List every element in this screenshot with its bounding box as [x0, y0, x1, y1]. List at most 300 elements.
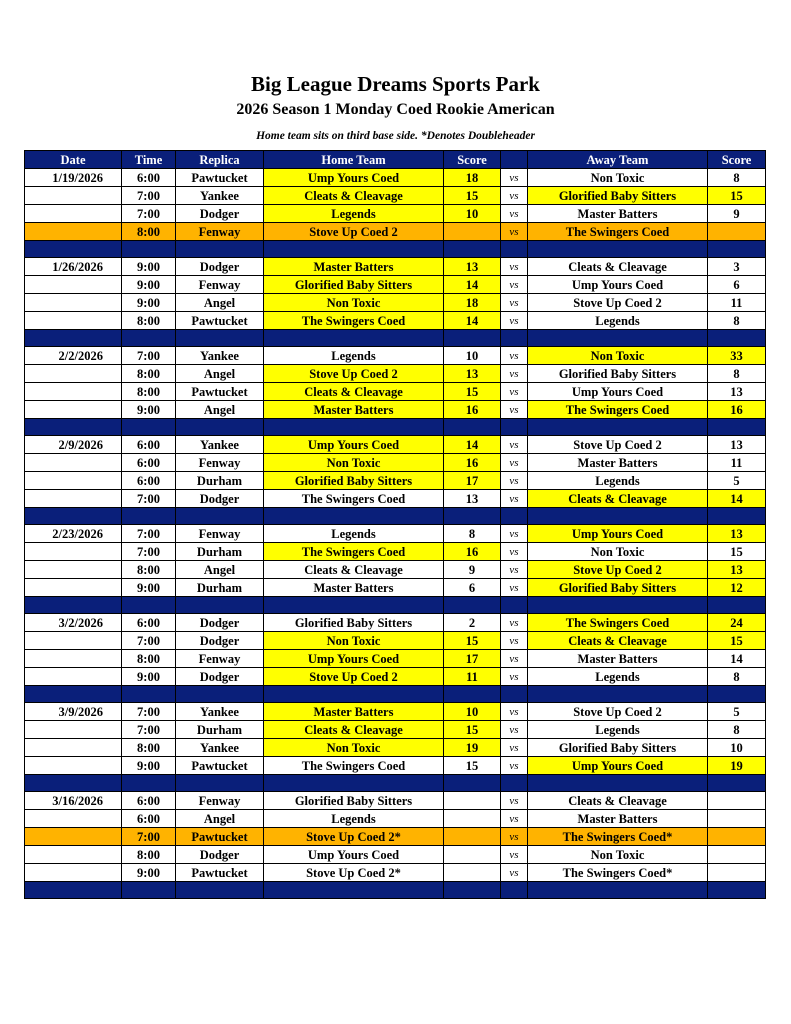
game-time: 9:00 [122, 258, 176, 276]
home-score: 15 [444, 383, 501, 401]
vs-label: vs [501, 668, 528, 686]
away-score: 13 [708, 383, 766, 401]
game-date: 2/23/2026 [25, 525, 122, 543]
home-score: 10 [444, 205, 501, 223]
home-team: Legends [264, 347, 444, 365]
vs-label: vs [501, 846, 528, 864]
header-time: Time [122, 151, 176, 169]
game-row [25, 258, 766, 276]
home-score: 2 [444, 614, 501, 632]
game-date [25, 739, 122, 757]
home-team: Non Toxic [264, 294, 444, 312]
vs-label: vs [501, 543, 528, 561]
game-row [25, 543, 766, 561]
separator-cell [501, 597, 528, 614]
game-time: 7:00 [122, 525, 176, 543]
separator-cell [25, 241, 122, 258]
week-separator [25, 330, 766, 347]
game-replica: Dodger [176, 668, 264, 686]
game-date [25, 383, 122, 401]
home-team: The Swingers Coed [264, 543, 444, 561]
game-time: 6:00 [122, 436, 176, 454]
separator-cell [444, 330, 501, 347]
game-date [25, 276, 122, 294]
separator-cell [264, 882, 444, 899]
vs-label: vs [501, 757, 528, 775]
away-score: 33 [708, 347, 766, 365]
home-team: Cleats & Cleavage [264, 383, 444, 401]
game-row [25, 632, 766, 650]
week-separator [25, 775, 766, 792]
game-replica: Angel [176, 401, 264, 419]
separator-cell [444, 686, 501, 703]
separator-cell [264, 241, 444, 258]
game-replica: Yankee [176, 436, 264, 454]
game-row [25, 561, 766, 579]
separator-cell [501, 775, 528, 792]
separator-cell [708, 597, 766, 614]
game-time: 6:00 [122, 810, 176, 828]
game-replica: Yankee [176, 347, 264, 365]
home-score: 11 [444, 668, 501, 686]
week-separator [25, 419, 766, 436]
game-date [25, 294, 122, 312]
game-row [25, 276, 766, 294]
away-team: Legends [528, 721, 708, 739]
home-score: 17 [444, 472, 501, 490]
game-row [25, 312, 766, 330]
game-replica: Angel [176, 561, 264, 579]
away-team: Ump Yours Coed [528, 525, 708, 543]
away-team: Non Toxic [528, 543, 708, 561]
home-score: 8 [444, 525, 501, 543]
game-time: 7:00 [122, 205, 176, 223]
away-team: Stove Up Coed 2 [528, 436, 708, 454]
away-score: 9 [708, 205, 766, 223]
away-score: 10 [708, 739, 766, 757]
vs-label: vs [501, 169, 528, 187]
game-time: 8:00 [122, 223, 176, 241]
game-date [25, 632, 122, 650]
game-row [25, 472, 766, 490]
separator-cell [176, 508, 264, 525]
separator-cell [25, 882, 122, 899]
vs-label: vs [501, 632, 528, 650]
home-team: The Swingers Coed [264, 757, 444, 775]
away-team: Stove Up Coed 2 [528, 703, 708, 721]
away-score: 8 [708, 668, 766, 686]
header-row [25, 151, 766, 169]
vs-label: vs [501, 454, 528, 472]
game-date [25, 205, 122, 223]
home-score: 16 [444, 454, 501, 472]
separator-cell [122, 597, 176, 614]
game-time: 8:00 [122, 365, 176, 383]
separator-cell [444, 508, 501, 525]
away-team: Stove Up Coed 2 [528, 561, 708, 579]
separator-cell [122, 775, 176, 792]
away-team: The Swingers Coed [528, 614, 708, 632]
away-score [708, 864, 766, 882]
home-team: Stove Up Coed 2* [264, 864, 444, 882]
home-team: Master Batters [264, 579, 444, 597]
home-team: Stove Up Coed 2 [264, 365, 444, 383]
separator-cell [176, 597, 264, 614]
separator-cell [444, 775, 501, 792]
away-score: 15 [708, 632, 766, 650]
separator-cell [25, 508, 122, 525]
separator-cell [264, 686, 444, 703]
away-score [708, 792, 766, 810]
home-team: Cleats & Cleavage [264, 721, 444, 739]
game-time: 9:00 [122, 579, 176, 597]
separator-cell [176, 775, 264, 792]
game-date: 3/2/2026 [25, 614, 122, 632]
vs-label: vs [501, 614, 528, 632]
separator-cell [528, 330, 708, 347]
separator-cell [708, 882, 766, 899]
separator-cell [25, 597, 122, 614]
game-row [25, 810, 766, 828]
home-team: Legends [264, 810, 444, 828]
away-team: Master Batters [528, 454, 708, 472]
separator-cell [528, 775, 708, 792]
vs-label: vs [501, 223, 528, 241]
home-score: 9 [444, 561, 501, 579]
separator-cell [176, 686, 264, 703]
away-team: Non Toxic [528, 846, 708, 864]
week-separator [25, 882, 766, 899]
game-replica: Angel [176, 294, 264, 312]
home-score [444, 810, 501, 828]
separator-cell [122, 882, 176, 899]
separator-cell [264, 419, 444, 436]
vs-label: vs [501, 721, 528, 739]
away-team: The Swingers Coed* [528, 828, 708, 846]
home-score: 14 [444, 276, 501, 294]
vs-label: vs [501, 401, 528, 419]
home-score: 13 [444, 490, 501, 508]
away-team: Ump Yours Coed [528, 757, 708, 775]
home-team: Non Toxic [264, 739, 444, 757]
game-date [25, 312, 122, 330]
away-team: The Swingers Coed [528, 401, 708, 419]
away-score: 13 [708, 561, 766, 579]
game-row [25, 739, 766, 757]
game-replica: Yankee [176, 187, 264, 205]
game-date [25, 561, 122, 579]
separator-cell [708, 419, 766, 436]
game-row [25, 828, 766, 846]
header-away-team: Away Team [528, 151, 708, 169]
game-row [25, 668, 766, 686]
home-score: 13 [444, 365, 501, 383]
game-row [25, 650, 766, 668]
game-time: 8:00 [122, 846, 176, 864]
separator-cell [528, 882, 708, 899]
separator-cell [501, 330, 528, 347]
game-replica: Dodger [176, 205, 264, 223]
home-team: The Swingers Coed [264, 490, 444, 508]
home-score: 15 [444, 632, 501, 650]
seating-note: Home team sits on third base side. *Denotes Doubleheader [256, 130, 535, 142]
game-replica: Fenway [176, 454, 264, 472]
away-team: Non Toxic [528, 169, 708, 187]
game-replica: Fenway [176, 650, 264, 668]
separator-cell [122, 330, 176, 347]
game-row [25, 490, 766, 508]
game-row [25, 383, 766, 401]
header-home-score: Score [444, 151, 501, 169]
separator-cell [25, 775, 122, 792]
vs-label: vs [501, 650, 528, 668]
home-team: Ump Yours Coed [264, 169, 444, 187]
separator-cell [176, 241, 264, 258]
game-time: 7:00 [122, 187, 176, 205]
away-team: Master Batters [528, 810, 708, 828]
game-date [25, 650, 122, 668]
away-score: 8 [708, 169, 766, 187]
away-team: The Swingers Coed* [528, 864, 708, 882]
game-replica: Yankee [176, 739, 264, 757]
separator-cell [444, 419, 501, 436]
week-separator [25, 686, 766, 703]
vs-label: vs [501, 383, 528, 401]
game-row [25, 579, 766, 597]
separator-cell [528, 508, 708, 525]
vs-label: vs [501, 828, 528, 846]
game-date [25, 846, 122, 864]
separator-cell [122, 419, 176, 436]
away-score: 14 [708, 650, 766, 668]
game-replica: Dodger [176, 258, 264, 276]
home-team: Glorified Baby Sitters [264, 472, 444, 490]
game-replica: Fenway [176, 223, 264, 241]
separator-cell [176, 419, 264, 436]
away-score: 11 [708, 294, 766, 312]
vs-label: vs [501, 703, 528, 721]
vs-label: vs [501, 561, 528, 579]
separator-cell [444, 241, 501, 258]
game-row [25, 223, 766, 241]
separator-cell [708, 241, 766, 258]
game-date [25, 472, 122, 490]
separator-cell [25, 686, 122, 703]
separator-cell [176, 882, 264, 899]
vs-label: vs [501, 525, 528, 543]
game-time: 6:00 [122, 472, 176, 490]
home-score: 16 [444, 401, 501, 419]
game-row [25, 365, 766, 383]
home-score [444, 864, 501, 882]
game-date [25, 721, 122, 739]
game-date [25, 454, 122, 472]
home-team: Glorified Baby Sitters [264, 614, 444, 632]
game-date [25, 668, 122, 686]
vs-label: vs [501, 187, 528, 205]
away-score: 5 [708, 472, 766, 490]
separator-cell [122, 241, 176, 258]
away-score: 12 [708, 579, 766, 597]
game-replica: Fenway [176, 276, 264, 294]
away-score: 3 [708, 258, 766, 276]
game-date: 1/26/2026 [25, 258, 122, 276]
game-row [25, 187, 766, 205]
home-team: Master Batters [264, 401, 444, 419]
home-team: Stove Up Coed 2 [264, 223, 444, 241]
vs-label: vs [501, 276, 528, 294]
week-separator [25, 508, 766, 525]
game-time: 6:00 [122, 454, 176, 472]
vs-label: vs [501, 365, 528, 383]
header-date: Date [25, 151, 122, 169]
away-score: 13 [708, 436, 766, 454]
game-replica: Yankee [176, 703, 264, 721]
game-replica: Dodger [176, 614, 264, 632]
away-score: 8 [708, 721, 766, 739]
game-date [25, 810, 122, 828]
game-time: 6:00 [122, 169, 176, 187]
away-team: Cleats & Cleavage [528, 258, 708, 276]
game-replica: Dodger [176, 490, 264, 508]
game-time: 8:00 [122, 739, 176, 757]
game-row [25, 721, 766, 739]
away-team: Legends [528, 312, 708, 330]
game-replica: Pawtucket [176, 864, 264, 882]
home-score: 18 [444, 294, 501, 312]
separator-cell [501, 686, 528, 703]
game-time: 9:00 [122, 757, 176, 775]
separator-cell [708, 686, 766, 703]
away-score: 5 [708, 703, 766, 721]
game-replica: Pawtucket [176, 312, 264, 330]
separator-cell [122, 508, 176, 525]
away-score: 16 [708, 401, 766, 419]
away-team: Cleats & Cleavage [528, 792, 708, 810]
game-time: 9:00 [122, 401, 176, 419]
separator-cell [501, 882, 528, 899]
game-time: 9:00 [122, 276, 176, 294]
away-score: 11 [708, 454, 766, 472]
game-row [25, 454, 766, 472]
away-score: 13 [708, 525, 766, 543]
game-replica: Dodger [176, 632, 264, 650]
vs-label: vs [501, 472, 528, 490]
header-replica: Replica [176, 151, 264, 169]
game-time: 9:00 [122, 864, 176, 882]
game-replica: Pawtucket [176, 383, 264, 401]
home-score: 14 [444, 436, 501, 454]
separator-cell [528, 419, 708, 436]
home-score [444, 828, 501, 846]
page-subtitle: 2026 Season 1 Monday Coed Rookie American [236, 101, 555, 118]
away-team: Glorified Baby Sitters [528, 579, 708, 597]
away-team: Legends [528, 472, 708, 490]
game-date [25, 828, 122, 846]
away-team: Master Batters [528, 650, 708, 668]
game-time: 7:00 [122, 721, 176, 739]
separator-cell [25, 330, 122, 347]
game-date: 3/16/2026 [25, 792, 122, 810]
separator-cell [708, 330, 766, 347]
away-score: 24 [708, 614, 766, 632]
home-team: Master Batters [264, 258, 444, 276]
game-row [25, 436, 766, 454]
home-score: 16 [444, 543, 501, 561]
home-team: Stove Up Coed 2* [264, 828, 444, 846]
separator-cell [264, 330, 444, 347]
header-away-score: Score [708, 151, 766, 169]
header-vs [501, 151, 528, 169]
separator-cell [264, 775, 444, 792]
home-score: 18 [444, 169, 501, 187]
game-replica: Pawtucket [176, 828, 264, 846]
game-replica: Fenway [176, 792, 264, 810]
away-team: Ump Yours Coed [528, 276, 708, 294]
away-score [708, 846, 766, 864]
game-date [25, 223, 122, 241]
schedule-table [24, 150, 766, 899]
separator-cell [264, 597, 444, 614]
separator-cell [25, 419, 122, 436]
away-team: Cleats & Cleavage [528, 632, 708, 650]
game-date [25, 401, 122, 419]
game-time: 8:00 [122, 312, 176, 330]
away-team: Glorified Baby Sitters [528, 365, 708, 383]
separator-cell [444, 882, 501, 899]
separator-cell [176, 330, 264, 347]
game-replica: Durham [176, 721, 264, 739]
home-score: 13 [444, 258, 501, 276]
game-date [25, 365, 122, 383]
home-score: 19 [444, 739, 501, 757]
home-team: Glorified Baby Sitters [264, 276, 444, 294]
away-team: Legends [528, 668, 708, 686]
game-date: 1/19/2026 [25, 169, 122, 187]
week-separator [25, 241, 766, 258]
game-date: 3/9/2026 [25, 703, 122, 721]
home-team: Cleats & Cleavage [264, 187, 444, 205]
game-time: 7:00 [122, 490, 176, 508]
home-team: Ump Yours Coed [264, 650, 444, 668]
away-score: 8 [708, 312, 766, 330]
vs-label: vs [501, 205, 528, 223]
away-team: The Swingers Coed [528, 223, 708, 241]
game-date [25, 864, 122, 882]
away-score [708, 223, 766, 241]
away-score [708, 828, 766, 846]
game-replica: Pawtucket [176, 757, 264, 775]
game-replica: Durham [176, 472, 264, 490]
home-score: 15 [444, 187, 501, 205]
away-score: 15 [708, 543, 766, 561]
away-team: Master Batters [528, 205, 708, 223]
game-time: 6:00 [122, 792, 176, 810]
game-replica: Angel [176, 810, 264, 828]
away-score: 15 [708, 187, 766, 205]
away-team: Glorified Baby Sitters [528, 187, 708, 205]
home-score: 15 [444, 721, 501, 739]
vs-label: vs [501, 294, 528, 312]
game-replica: Durham [176, 579, 264, 597]
away-score: 8 [708, 365, 766, 383]
home-team: Legends [264, 205, 444, 223]
away-team: Non Toxic [528, 347, 708, 365]
header-home-team: Home Team [264, 151, 444, 169]
home-score: 10 [444, 347, 501, 365]
game-row [25, 864, 766, 882]
vs-label: vs [501, 347, 528, 365]
